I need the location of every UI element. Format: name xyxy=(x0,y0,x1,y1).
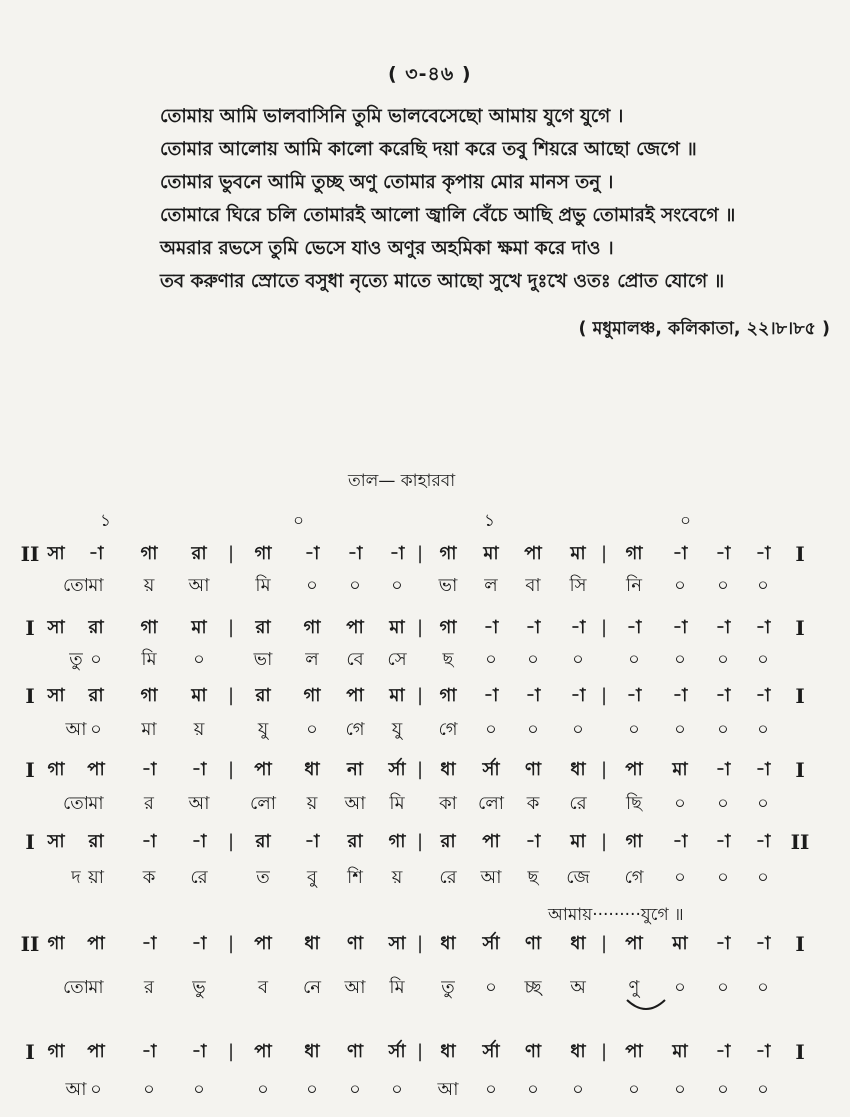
swara-note: -া xyxy=(672,685,688,706)
lyric-syllable: ০ xyxy=(757,719,769,740)
swara-note: -া xyxy=(570,617,586,638)
lyric-syllable: ০ xyxy=(717,793,729,814)
row-end-barline: II xyxy=(790,830,810,854)
lyric-syllable: তো xyxy=(62,977,90,998)
swara-note: সা xyxy=(388,933,406,954)
swara-note: সা xyxy=(47,617,65,638)
swara-note: -া xyxy=(191,1041,207,1062)
lyric-syllable: ০ xyxy=(90,649,102,670)
row-start-barline: I xyxy=(25,684,35,708)
swara-note: মা xyxy=(389,685,405,706)
swara-note: ধা xyxy=(570,759,586,780)
lyric-syllable: আ xyxy=(344,793,366,814)
lyric-syllable: য় xyxy=(306,793,318,814)
swara-note: -া xyxy=(191,759,207,780)
lyric-syllable: ০ xyxy=(674,867,686,888)
swara-note: মা xyxy=(191,617,207,638)
lyric-syllable: ০ xyxy=(674,649,686,670)
lyric-syllable: ভা xyxy=(253,649,273,670)
swara-note: -া xyxy=(570,685,586,706)
lyric-syllable: ত xyxy=(256,867,270,888)
row-start-barline: II xyxy=(20,932,40,956)
lyric-row xyxy=(0,570,850,602)
beat-mark-4: ০ xyxy=(680,511,692,531)
swara-note: -া xyxy=(389,543,405,564)
lyric-syllable: ছি xyxy=(625,793,643,814)
lyric-syllable: আ xyxy=(65,1079,87,1100)
lyric-syllable: র xyxy=(144,977,154,998)
swara-note: পা xyxy=(87,1041,105,1062)
lyric-syllable: ০ xyxy=(306,575,318,596)
beat-divider: | xyxy=(227,617,235,638)
row-start-barline: I xyxy=(25,616,35,640)
beat-divider: | xyxy=(227,933,235,954)
lyric-syllable: আ xyxy=(480,867,502,888)
swara-note: পা xyxy=(625,933,643,954)
lyric-row xyxy=(0,862,850,894)
swara-note: গা xyxy=(388,831,406,852)
lyric-syllable: য় xyxy=(143,575,155,596)
swara-note: -া xyxy=(483,685,499,706)
swara-note: গা xyxy=(439,617,457,638)
lyric-syllable: ০ xyxy=(90,719,102,740)
beat-divider: | xyxy=(227,543,235,564)
swara-note: পা xyxy=(625,759,643,780)
lyric-syllable: আ xyxy=(188,793,210,814)
swara-note: -া xyxy=(672,543,688,564)
lyric-syllable: সি xyxy=(569,575,587,596)
lyric-syllable: ০ xyxy=(757,1079,769,1100)
swara-row xyxy=(0,928,850,960)
lyric-syllable: রে xyxy=(190,867,208,888)
swara-note: রা xyxy=(347,831,363,852)
lyric-syllable: ০ xyxy=(757,575,769,596)
lyric-syllable: মা xyxy=(88,575,104,596)
lyric-syllable: ০ xyxy=(193,649,205,670)
verse-line-4: তোমারে ঘিরে চলি তোমারই আলো জ্বালি বেঁচে আছি প্রভু তোমারই সংবেগে ॥ xyxy=(160,205,736,226)
lyric-syllable: সে xyxy=(387,649,407,670)
swara-note: গা xyxy=(47,759,65,780)
swara-note: ধা xyxy=(440,759,456,780)
lyric-row xyxy=(0,788,850,820)
lyric-row xyxy=(0,644,850,676)
beat-divider: | xyxy=(227,685,235,706)
beat-divider: | xyxy=(600,759,608,780)
lyric-syllable: ০ xyxy=(717,977,729,998)
swara-note: -া xyxy=(191,831,207,852)
beat-divider: | xyxy=(227,831,235,852)
swara-row xyxy=(0,1036,850,1068)
verse-line-1: তোমায় আমি ভালবাসিনি তুমি ভালবেসেছো আমায় যুগে যুগে । xyxy=(160,106,624,127)
beat-mark-3: ১ xyxy=(484,511,496,531)
lyric-syllable: ০ xyxy=(628,719,640,740)
swara-note: ণা xyxy=(524,933,542,954)
lyric-syllable: ০ xyxy=(717,1079,729,1100)
lyric-syllable: ০ xyxy=(485,649,497,670)
page-number: ( ৩-৪৬ ) xyxy=(388,63,472,85)
lyric-syllable: যু xyxy=(257,719,269,740)
lyric-syllable: আ xyxy=(65,719,87,740)
row-end-barline: I xyxy=(795,1040,805,1064)
swara-note: গা xyxy=(303,617,321,638)
swara-note: -া xyxy=(304,831,320,852)
swara-note: ধা xyxy=(570,933,586,954)
swara-note: -া xyxy=(626,617,642,638)
swara-note: -া xyxy=(715,685,731,706)
lyric-syllable: ০ xyxy=(628,649,640,670)
row-end-barline: I xyxy=(795,542,805,566)
beat-divider: | xyxy=(416,759,424,780)
lyric-syllable: রে xyxy=(569,793,587,814)
lyric-syllable: অ xyxy=(570,977,586,998)
lyric-syllable: শি xyxy=(347,867,363,888)
swara-note: মা xyxy=(483,543,499,564)
row-end-barline: I xyxy=(795,932,805,956)
swara-note: ধা xyxy=(440,933,456,954)
lyric-syllable: তো xyxy=(62,575,90,596)
swara-note: ধা xyxy=(440,1041,456,1062)
swara-note: পা xyxy=(346,685,364,706)
lyric-syllable: ০ xyxy=(717,575,729,596)
swara-note: গা xyxy=(140,685,158,706)
row-end-barline: I xyxy=(795,758,805,782)
row-start-barline: II xyxy=(20,542,40,566)
lyric-syllable: ০ xyxy=(527,1079,539,1100)
lyric-syllable: লো xyxy=(478,793,504,814)
lyric-syllable: ০ xyxy=(628,1079,640,1100)
swara-note: ধা xyxy=(304,1041,320,1062)
swara-note: -া xyxy=(755,759,771,780)
row-start-barline: I xyxy=(25,830,35,854)
lyric-syllable: তু xyxy=(441,977,455,998)
swara-note: পা xyxy=(87,759,105,780)
lyric-row xyxy=(0,1074,850,1106)
lyric-syllable: গে xyxy=(345,719,365,740)
lyric-syllable: কা xyxy=(439,793,457,814)
lyric-syllable: নি xyxy=(626,575,642,596)
swara-note: র্সা xyxy=(482,933,500,954)
swara-note: মা xyxy=(672,759,688,780)
lyric-syllable: গে xyxy=(624,867,644,888)
lyric-syllable: ০ xyxy=(674,1079,686,1100)
swara-note: -া xyxy=(755,1041,771,1062)
swara-note: রা xyxy=(88,831,104,852)
swara-row xyxy=(0,826,850,858)
lyric-syllable: ০ xyxy=(717,649,729,670)
lyric-syllable: ছ xyxy=(442,649,454,670)
swara-note: -া xyxy=(88,543,104,564)
swara-note: রা xyxy=(255,617,271,638)
lyric-syllable: যু xyxy=(391,719,403,740)
lyric-syllable: ভা xyxy=(438,575,458,596)
lyric-syllable: ০ xyxy=(674,719,686,740)
row-start-barline: I xyxy=(25,1040,35,1064)
swara-note: ণা xyxy=(524,1041,542,1062)
swara-note: রা xyxy=(255,831,271,852)
lyric-syllable: বা xyxy=(525,575,541,596)
swara-note: ণা xyxy=(524,759,542,780)
beat-divider: | xyxy=(600,1041,608,1062)
lyric-syllable: ভু xyxy=(192,977,206,998)
lyric-syllable: আ xyxy=(188,575,210,596)
swara-note: মা xyxy=(672,1041,688,1062)
lyric-syllable: মি xyxy=(389,793,405,814)
lyric-syllable: ০ xyxy=(527,719,539,740)
swara-note: র্সা xyxy=(482,1041,500,1062)
song-verse xyxy=(160,100,840,298)
swara-note: গা xyxy=(625,543,643,564)
lyric-syllable: ০ xyxy=(485,977,497,998)
lyric-syllable: আ xyxy=(344,977,366,998)
tala-heading: তাল— কাহারবা xyxy=(348,471,456,491)
beat-divider: | xyxy=(227,759,235,780)
swara-note: মা xyxy=(191,685,207,706)
beat-divider: | xyxy=(416,831,424,852)
lyric-syllable: ০ xyxy=(527,649,539,670)
swara-note: গা xyxy=(254,543,272,564)
swara-note: ধা xyxy=(304,759,320,780)
lyric-syllable: তু xyxy=(69,649,83,670)
lyric-syllable: গে xyxy=(438,719,458,740)
swara-note: রা xyxy=(88,617,104,638)
swara-note: না xyxy=(347,759,363,780)
verse-line-3: তোমার ভুবনে আমি তুচ্ছ অণু তোমার কৃপায় মোর মানস তনু । xyxy=(160,172,614,193)
swara-note: -া xyxy=(483,617,499,638)
beat-divider: | xyxy=(416,543,424,564)
lyric-syllable: ০ xyxy=(349,1079,361,1100)
slur-mark xyxy=(624,996,668,1016)
lyric-syllable: ০ xyxy=(391,1079,403,1100)
verse-line-2: তোমার আলোয় আমি কালো করেছি দয়া করে তবু শিয়রে আছো জেগে ॥ xyxy=(160,139,697,160)
swara-note: র্সা xyxy=(388,759,406,780)
swara-note: রা xyxy=(88,685,104,706)
lyric-syllable: ০ xyxy=(485,1079,497,1100)
lyric-syllable: ০ xyxy=(257,1079,269,1100)
swara-note: -া xyxy=(715,831,731,852)
swara-note: মা xyxy=(389,617,405,638)
swara-note: পা xyxy=(254,1041,272,1062)
swara-row xyxy=(0,538,850,570)
beat-mark-2: ০ xyxy=(293,511,305,531)
lyric-syllable: র xyxy=(144,793,154,814)
swara-note: -া xyxy=(715,933,731,954)
lyric-syllable: য়া xyxy=(88,867,104,888)
lyric-syllable: ০ xyxy=(572,719,584,740)
beat-divider: | xyxy=(600,933,608,954)
lyric-syllable: জে xyxy=(566,867,590,888)
lyric-syllable: ০ xyxy=(757,649,769,670)
swara-note: -া xyxy=(755,617,771,638)
lyric-syllable: ০ xyxy=(306,1079,318,1100)
beat-divider: | xyxy=(416,617,424,638)
lyric-syllable: ০ xyxy=(193,1079,205,1100)
return-note: আমায়·········যুগে ॥ xyxy=(548,905,684,925)
swara-note: -া xyxy=(141,1041,157,1062)
beat-divider: | xyxy=(416,933,424,954)
lyric-syllable: ০ xyxy=(674,575,686,596)
lyric-syllable: দ xyxy=(71,867,81,888)
swara-note: -া xyxy=(672,831,688,852)
lyric-syllable: ০ xyxy=(485,719,497,740)
swara-note: -া xyxy=(525,617,541,638)
swara-note: -া xyxy=(626,685,642,706)
lyric-syllable: ল xyxy=(484,575,498,596)
swara-row xyxy=(0,612,850,644)
swara-note: রা xyxy=(255,685,271,706)
lyric-syllable: ০ xyxy=(717,867,729,888)
swara-note: -া xyxy=(525,685,541,706)
swara-note: পা xyxy=(254,933,272,954)
lyric-syllable: ০ xyxy=(572,1079,584,1100)
swara-note: -া xyxy=(191,933,207,954)
lyric-syllable: রে xyxy=(439,867,457,888)
row-end-barline: I xyxy=(795,616,805,640)
lyric-syllable: ব xyxy=(257,977,269,998)
lyric-syllable: চ্ছ xyxy=(524,977,542,998)
lyric-syllable: ল xyxy=(305,649,319,670)
lyric-syllable: ০ xyxy=(572,649,584,670)
lyric-syllable: ০ xyxy=(143,1079,155,1100)
beat-divider: | xyxy=(600,617,608,638)
lyric-syllable: ০ xyxy=(306,719,318,740)
swara-note: পা xyxy=(87,933,105,954)
swara-note: রা xyxy=(440,831,456,852)
swara-note: ণা xyxy=(346,933,364,954)
swara-note: মা xyxy=(672,933,688,954)
lyric-syllable: মা xyxy=(88,793,104,814)
swara-note: -া xyxy=(755,933,771,954)
lyric-syllable: ০ xyxy=(717,719,729,740)
beat-divider: | xyxy=(416,685,424,706)
composition-signature: ( মধুমালঞ্চ, কলিকাতা, ২২।৮।৮৫ ) xyxy=(578,319,830,339)
lyric-syllable: ০ xyxy=(757,977,769,998)
beat-divider: | xyxy=(600,831,608,852)
swara-note: -া xyxy=(755,831,771,852)
beat-mark-1: ১ xyxy=(100,511,112,531)
swara-note: -া xyxy=(141,933,157,954)
lyric-syllable: তো xyxy=(62,793,90,814)
lyric-syllable: মা xyxy=(141,719,157,740)
swara-note: পা xyxy=(482,831,500,852)
beat-divider: | xyxy=(416,1041,424,1062)
swara-note: -া xyxy=(347,543,363,564)
lyric-syllable: ০ xyxy=(757,867,769,888)
swara-note: পা xyxy=(625,1041,643,1062)
lyric-syllable: আ xyxy=(437,1079,459,1100)
lyric-syllable: নে xyxy=(302,977,322,998)
lyric-syllable: ক xyxy=(526,793,540,814)
beat-divider: | xyxy=(600,543,608,564)
swara-row xyxy=(0,754,850,786)
beat-marks xyxy=(0,508,850,536)
swara-note: মা xyxy=(570,543,586,564)
verse-line-5: অমরার রভসে তুমি ভেসে যাও অণুর অহমিকা ক্ষমা করে দাও । xyxy=(160,238,614,259)
verse-line-6: তব করুণার স্রোতে বসুধা নৃত্যে মাতে আছো সুখে দুঃখে ওতঃ প্রোত যোগে ॥ xyxy=(160,271,725,292)
lyric-syllable: ০ xyxy=(391,575,403,596)
swara-note: সা xyxy=(47,685,65,706)
lyric-syllable: ০ xyxy=(674,793,686,814)
swara-note: -া xyxy=(141,831,157,852)
swara-note: গা xyxy=(439,543,457,564)
lyric-syllable: ০ xyxy=(674,977,686,998)
swara-note: গা xyxy=(303,685,321,706)
swara-note: ণা xyxy=(346,1041,364,1062)
lyric-row xyxy=(0,972,850,1004)
lyric-syllable: ছ xyxy=(527,867,539,888)
lyric-syllable: মা xyxy=(88,977,104,998)
swara-note: গা xyxy=(625,831,643,852)
swara-note: পা xyxy=(346,617,364,638)
swara-note: গা xyxy=(439,685,457,706)
lyric-syllable: মি xyxy=(389,977,405,998)
swara-note: পা xyxy=(254,759,272,780)
swara-note: -া xyxy=(715,543,731,564)
swara-note: -া xyxy=(715,759,731,780)
swara-note: সা xyxy=(47,831,65,852)
lyric-syllable: বে xyxy=(346,649,364,670)
lyric-syllable: ক xyxy=(142,867,156,888)
swara-note: -া xyxy=(715,1041,731,1062)
row-start-barline: I xyxy=(25,758,35,782)
swara-note: ধা xyxy=(304,933,320,954)
lyric-syllable: মি xyxy=(255,575,271,596)
swara-row xyxy=(0,680,850,712)
lyric-syllable: মি xyxy=(141,649,157,670)
swara-note: ধা xyxy=(570,1041,586,1062)
lyric-syllable: য় xyxy=(391,867,403,888)
row-end-barline: I xyxy=(795,684,805,708)
swara-note: র্সা xyxy=(482,759,500,780)
swara-note: সা xyxy=(47,543,65,564)
swara-note: -া xyxy=(755,685,771,706)
beat-divider: | xyxy=(227,1041,235,1062)
lyric-row xyxy=(0,714,850,746)
lyric-syllable: বু xyxy=(306,867,318,888)
lyric-syllable: ণু xyxy=(628,977,640,998)
swara-note: র্সা xyxy=(388,1041,406,1062)
swara-note: -া xyxy=(755,543,771,564)
lyric-syllable: লো xyxy=(250,793,276,814)
swara-note: গা xyxy=(47,1041,65,1062)
swara-note: গা xyxy=(140,617,158,638)
swara-note: রা xyxy=(191,543,207,564)
lyric-syllable: ০ xyxy=(757,793,769,814)
swara-note: মা xyxy=(570,831,586,852)
swara-note: গা xyxy=(47,933,65,954)
swara-note: -া xyxy=(304,543,320,564)
lyric-syllable: ০ xyxy=(349,575,361,596)
lyric-syllable: য় xyxy=(193,719,205,740)
lyric-syllable: ০ xyxy=(90,1079,102,1100)
swara-note: -া xyxy=(715,617,731,638)
beat-divider: | xyxy=(600,685,608,706)
swara-note: -া xyxy=(672,617,688,638)
swara-note: -া xyxy=(141,759,157,780)
swara-note: পা xyxy=(524,543,542,564)
swara-note: গা xyxy=(140,543,158,564)
swara-note: -া xyxy=(525,831,541,852)
